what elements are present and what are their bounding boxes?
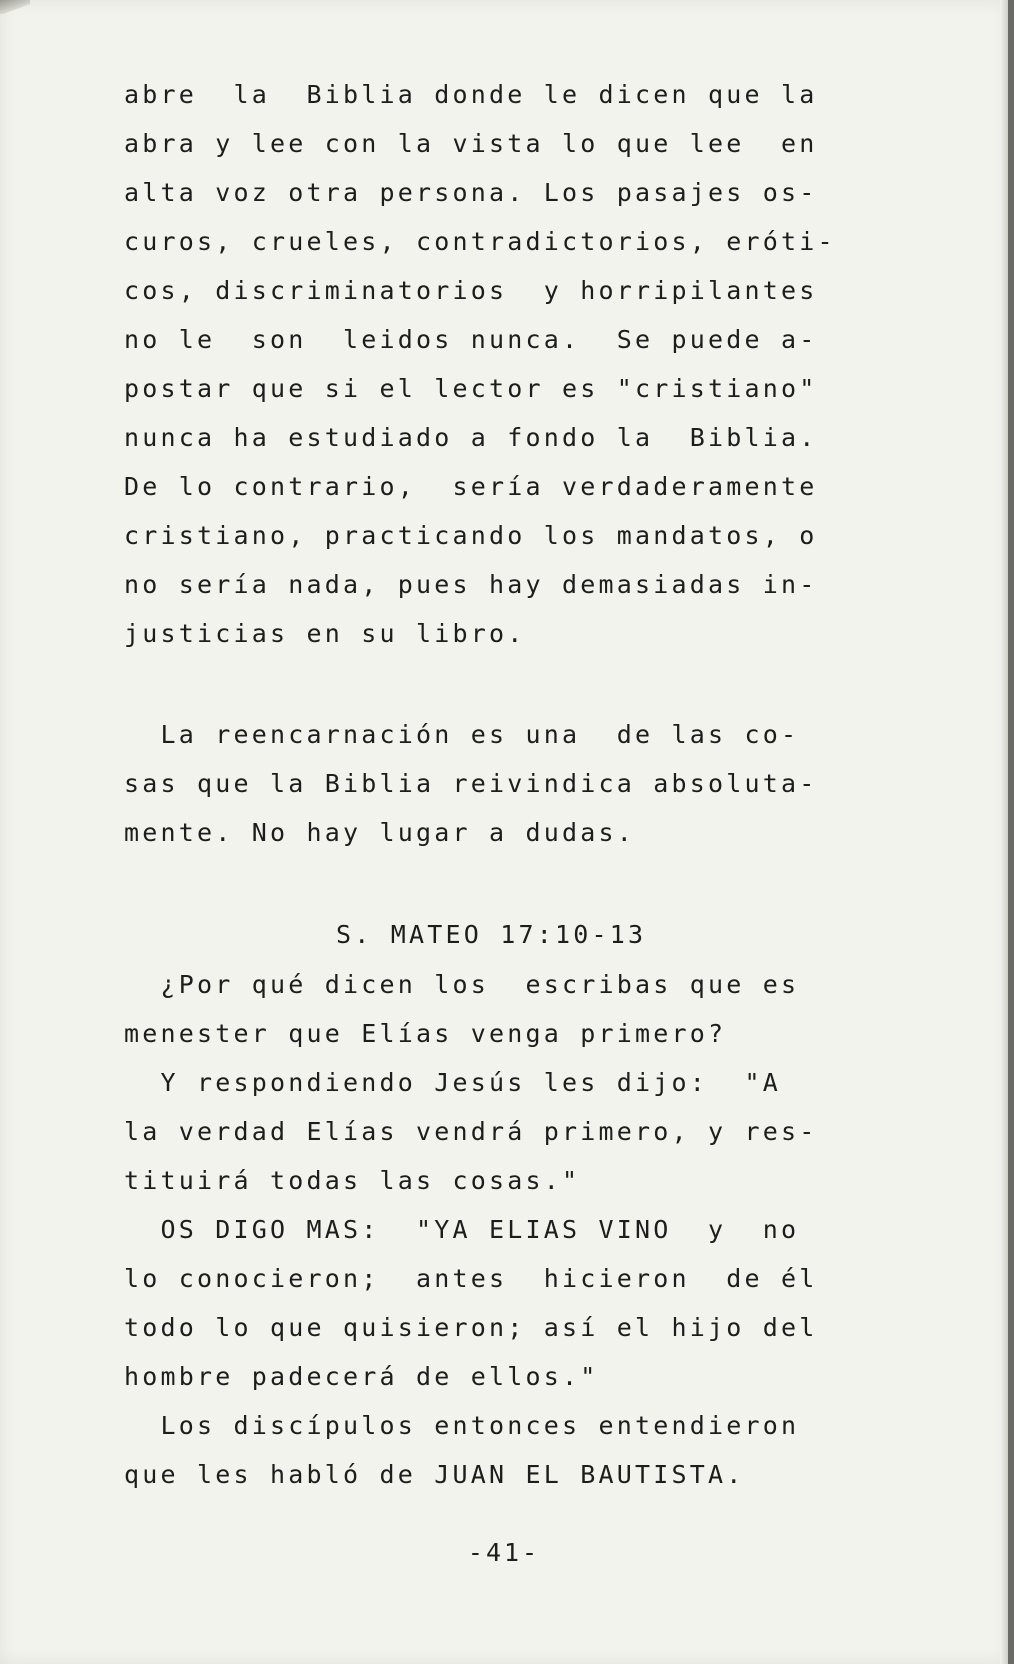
text-line: no sería nada, pues hay demasiadas in-: [124, 570, 818, 599]
text-line: postar que si el lector es "cristiano": [124, 374, 818, 403]
text-line: todo lo que quisieron; así el hijo del: [124, 1313, 818, 1342]
page-corner-shadow: [0, 0, 30, 14]
paragraph-reincarnation: [124, 710, 884, 857]
text-line: menester que Elías venga primero?: [124, 1019, 727, 1048]
text-line: abre la Biblia donde le dicen que la: [124, 80, 818, 109]
text-line: La reencarnación es una de las co-: [124, 720, 800, 749]
text-line: cristiano, practicando los mandatos, o: [124, 521, 818, 550]
text-line: lo conocieron; antes hicieron de él: [124, 1264, 818, 1293]
paragraph-scripture-quote: [124, 960, 884, 1499]
text-line: sas que la Biblia reivindica absoluta-: [124, 769, 818, 798]
text-line: ¿Por qué dicen los escribas que es: [124, 970, 800, 999]
scripture-reference: [336, 910, 756, 959]
paragraph-bible-reading: [124, 70, 884, 658]
text-line: que les habló de JUAN EL BAUTISTA.: [124, 1460, 745, 1489]
text-line: Los discípulos entonces entendieron: [124, 1411, 800, 1440]
text-line: no le son leidos nunca. Se puede a-: [124, 325, 818, 354]
text-line: abra y lee con la vista lo que lee en: [124, 129, 818, 158]
page-edge: [1008, 0, 1014, 1664]
page-number: -41-: [467, 1538, 541, 1567]
text-line: tituirá todas las cosas.": [124, 1166, 581, 1195]
text-line: la verdad Elías vendrá primero, y res-: [124, 1117, 818, 1146]
text-line: hombre padecerá de ellos.": [124, 1362, 599, 1391]
text-line: cos, discriminatorios y horripilantes: [124, 276, 818, 305]
text-line: curos, crueles, contradictorios, eróti-: [124, 227, 836, 256]
text-line: alta voz otra persona. Los pasajes os-: [124, 178, 818, 207]
text-line: mente. No hay lugar a dudas.: [124, 818, 636, 847]
text-line: nunca ha estudiado a fondo la Biblia.: [124, 423, 818, 452]
page-edge-shade: [1000, 0, 1008, 1664]
reference-heading: S. MATEO 17:10-13: [336, 920, 647, 949]
text-line: justicias en su libro.: [124, 619, 526, 648]
text-line: De lo contrario, sería verdaderamente: [124, 472, 818, 501]
text-line: OS DIGO MAS: "YA ELIAS VINO y no: [124, 1215, 800, 1244]
text-line: Y respondiendo Jesús les dijo: "A: [124, 1068, 782, 1097]
